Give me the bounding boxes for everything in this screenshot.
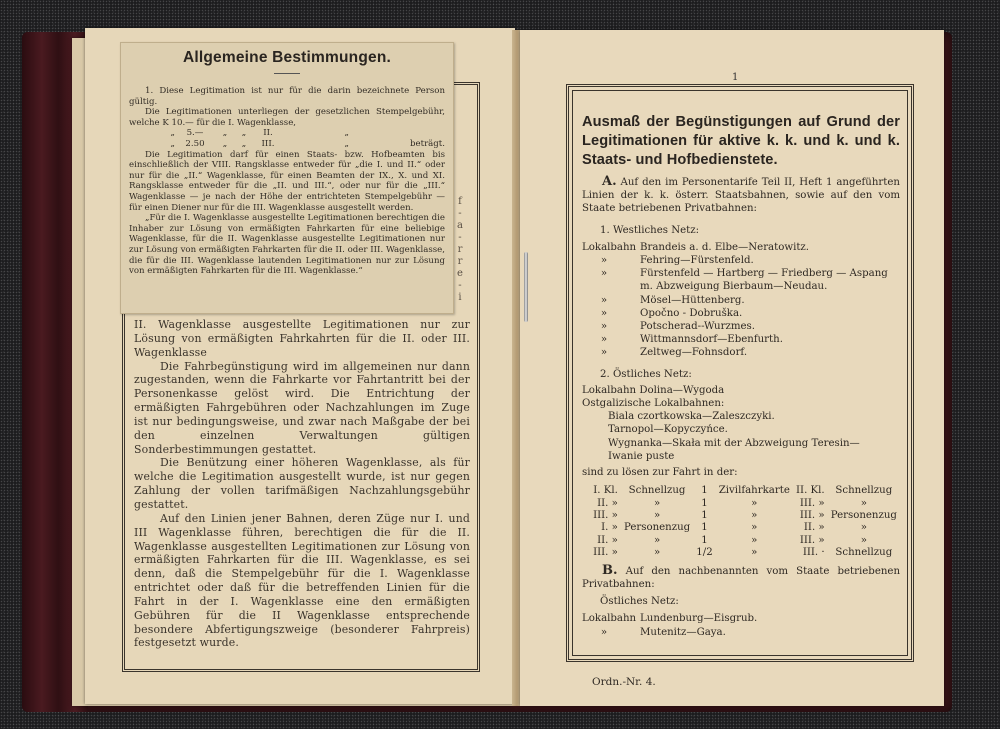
fare-cell: III. »: [593, 510, 618, 522]
fare-cell: »: [860, 534, 867, 546]
fare-cell: »: [653, 510, 661, 522]
ditto-mark: »: [600, 294, 608, 306]
ditto-mark: „: [170, 138, 175, 149]
route-text: Mutenitz—Gaya.: [640, 626, 726, 638]
ditto-mark: „: [241, 128, 247, 139]
left-body-para-4: Auf den Linien jener Bahnen, deren Züge nur I. und III Wagenklasse führen, berechtigen die für die II. Wagenklasse ausgestellten Legitimationen zur Lösung von ermäßigten Fahrkarten für die III. Wagenklasse, es sei denn, daß die Stempelgebühr für die I. Wagenklasse entrichtet oder daß für die betreffenden Linien für die Fahrt in der I. Wagenklasse eine den ermäßigten Gebühren für die II Wagenklasse entsprechende besondere Abfertigungszweige (besonderer Fahrpreis) festgesetzt wurde.: [134, 511, 470, 650]
route-lead: Lokalbahn: [582, 613, 637, 625]
fare-cell: Zivilfahrkarte: [718, 485, 790, 497]
east-line-1: Lokalbahn Dolina—Wygoda: [582, 384, 725, 396]
fare-cell: III. »: [799, 497, 825, 509]
route-text: Fürstenfeld — Hartberg — Friedberg — Aspang m. Abzweigung Bierbaum—Neudau.: [640, 268, 888, 293]
ditto-mark: »: [600, 321, 608, 333]
fare-cell: II. »: [597, 497, 618, 509]
slip-para-3: Die Legitimation darf für einen Staats- bzw. Hofbeamten bis einschließlich der VIII. Rangsklasse entweder für „die I. und II.“ oder nur für die „II.“ Wagenklasse, für einen Beamten der IX., X. und XI. Rangsklasse entweder für die „II. und III.“, oder nur für die „III.“ Wagenklasse — je nach der Höhe der entrichteten Stempelgebühr — für einen Diener nur für die III. Wagenklasse ausgestellt werden.: [129, 149, 445, 213]
fee-amount: 2.50: [185, 138, 205, 149]
east-sub-item: Biala czortkowska—Zaleszczyki.: [608, 411, 775, 423]
fee-tail: [349, 128, 445, 139]
pasted-slip: [120, 42, 454, 314]
fare-cell: III. »: [799, 534, 825, 546]
fee-tail: beträgt.: [410, 138, 445, 149]
section-a: [582, 175, 900, 216]
route-text: Wittmannsdorf—Ebenfurth.: [640, 334, 783, 346]
ditto-mark: „: [241, 138, 247, 149]
ditto-mark: „: [170, 128, 175, 139]
section-b-text: Auf den nachbenannten vom Staate betriebenen Privatbahnen:: [582, 565, 901, 590]
slip-title: Allgemeine Bestimmungen.: [182, 49, 392, 66]
ditto-mark: »: [600, 626, 608, 638]
fare-cell: III. »: [799, 510, 825, 522]
fare-cell: »: [751, 522, 758, 534]
fare-row: [590, 535, 900, 547]
route-item: [582, 307, 900, 320]
ditto-mark: »: [600, 268, 608, 280]
fare-cell: 1: [701, 510, 708, 522]
route-item: [582, 241, 900, 254]
route-text: Brandeis a. d. Elbe—Neratowitz.: [640, 241, 810, 253]
order-number: Ordn.-Nr. 4.: [592, 676, 656, 688]
slip-para-2: Die Legitimationen unterliegen der gesetzlichen Stempelgebühr, welche K 10.— für die I. Wagenklasse,: [129, 107, 445, 128]
fare-cell: »: [653, 497, 661, 509]
route-item: [582, 626, 900, 639]
ditto-mark: „: [344, 128, 349, 139]
fare-cell: 1: [701, 497, 708, 509]
ditto-mark: „: [222, 128, 228, 139]
route-text: Lundenburg—Eisgrub.: [640, 613, 758, 625]
margin-char: e: [457, 268, 463, 279]
fee-class: II.: [263, 128, 273, 139]
fee-class: III.: [261, 138, 275, 149]
left-body-para-3: Die Benützung einer höheren Wagenklasse, als für welche die Legitimation ausgestellt wurde, ist nur gegen Zahlung der vollen tarifmäßigen Nachzahlungsgebühr gestattet.: [134, 456, 470, 511]
route-item: [582, 333, 900, 346]
east-sub-item: Tarnopol—Kopyczyńce.: [608, 424, 728, 436]
fare-row: [590, 485, 900, 497]
west-heading: 1. Westliches Netz:: [600, 224, 700, 236]
fare-cell: 1/2: [696, 547, 713, 559]
right-page-body: [582, 175, 900, 639]
route-item: [582, 346, 900, 359]
margin-char: r: [457, 244, 463, 255]
fee-row: [129, 139, 445, 150]
route-item: [582, 267, 900, 293]
fare-cell: Schnellzug: [835, 485, 893, 497]
fare-cell: »: [653, 534, 661, 546]
section-a-text: Auf den im Personentarife Teil II, Heft 1 angeführten Linien der k. k. österr. Staatsbahnen, sowie auf den vom Staate betriebenen Privatbahnen:: [582, 177, 900, 215]
route-lead: Lokalbahn: [582, 241, 637, 253]
fare-cell: I. Kl.: [593, 485, 618, 497]
ditto-mark: »: [600, 255, 608, 267]
margin-char: r: [457, 256, 463, 267]
east-heading: 2. Östliches Netz:: [600, 368, 692, 380]
page-number: 1: [732, 72, 739, 83]
route-text: Zeltweg—Fohnsdorf.: [640, 347, 748, 359]
staple: [524, 252, 528, 322]
fare-cell: 1: [701, 522, 708, 534]
route-item: [582, 254, 900, 267]
fare-cell: Schnellzug: [835, 547, 893, 559]
fee-row: [129, 128, 445, 139]
fare-row: [590, 510, 900, 522]
slip-para-4: „Für die I. Wagenklasse ausgestellte Legitimationen berechtigen die Inhaber zur Lösung von ermäßigten Fahrkarten für eine beliebige Wagenklasse, für die II. Wagenklasse ausgestellte Legitimationen nur zur Lösung von ermäßigten Fahrkarten für die II. oder III. Wagenklasse, die für die III. Wagenklasse lautenden Legitimationen nur zur Lösung von ermäßigten Fahrkarten für die III. Wagenklasse.“: [129, 213, 445, 277]
margin-char: f: [458, 196, 462, 207]
fare-cell: III. ·: [802, 547, 825, 559]
fare-cell: »: [653, 547, 661, 559]
fare-row: [590, 547, 900, 559]
b-heading: Östliches Netz:: [600, 596, 679, 608]
fare-cell: »: [751, 534, 758, 546]
east-line-2: Ostgalizische Lokalbahnen:: [582, 398, 725, 410]
fare-intro: sind zu lösen zur Fahrt in der:: [582, 467, 738, 479]
route-item: [582, 320, 900, 333]
title-rule: [274, 73, 300, 74]
left-body-para-1: II. Wagenklasse ausgestellte Legitimationen nur zur Lösung von ermäßigten Fahrkahrten für die II. oder III. Wagenklasse: [134, 318, 470, 359]
left-page-body: [134, 318, 470, 650]
fare-row: [590, 522, 900, 534]
ditto-mark: »: [600, 347, 608, 359]
fare-table: [590, 485, 900, 559]
section-a-letter: A.: [602, 174, 617, 189]
section-b: [582, 564, 900, 591]
fare-cell: »: [860, 522, 867, 534]
fare-cell: 1: [701, 534, 708, 546]
slip-para-1: 1. Diese Legitimation ist nur für die darin bezeichnete Person gültig.: [129, 86, 445, 107]
fare-cell: 1: [701, 485, 708, 497]
fare-cell: I. »: [601, 522, 618, 534]
fare-cell: »: [751, 510, 758, 522]
fare-cell: III. »: [593, 547, 618, 559]
margin-letters: f - a - r r e - i: [455, 196, 465, 304]
fare-cell: Personenzug: [623, 522, 691, 534]
route-text: Opočno - Dobruška.: [640, 307, 743, 319]
route-item: [582, 294, 900, 307]
ditto-mark: »: [600, 334, 608, 346]
section-b-letter: B.: [602, 562, 618, 578]
ditto-mark: „: [222, 138, 228, 149]
route-text: Mösel—Hüttenberg.: [640, 294, 745, 306]
left-body-para-2: Die Fahrbegünstigung wird im allgemeinen nur dann zugestanden, wenn die Fahrkarte vor Fahrtantritt bei der Personenkasse gelöst wird. Die Entrichtung der ermäßigten Fahrgebühren oder Nachzahlungen im Zuge ist nur bedingungsweise, und zwar nach Maßgabe der bei den einzelnen Verwaltungen gültigen Sonderbestimmungen gestattet.: [134, 359, 470, 456]
fare-cell: Schnellzug: [628, 485, 686, 497]
fare-cell: »: [751, 547, 758, 559]
fare-cell: »: [751, 497, 758, 509]
ditto-mark: „: [344, 138, 349, 149]
route-text: Fehring—Fürstenfeld.: [640, 255, 754, 267]
fare-cell: II. Kl.: [796, 485, 825, 497]
east-sub-item: Wygnanka—Skała mit der Abzweigung Teresin—Iwanie puste: [608, 437, 860, 462]
margin-char: a: [457, 220, 463, 231]
route-item: [582, 612, 900, 625]
ditto-mark: »: [600, 307, 608, 319]
fare-row: [590, 498, 900, 510]
fare-cell: II. »: [597, 534, 618, 546]
fare-cell: Personenzug: [830, 510, 897, 522]
fare-cell: II. »: [803, 522, 825, 534]
route-text: Potscherad--Wurzmes.: [640, 321, 755, 333]
margin-char: i: [458, 292, 462, 303]
fee-amount: 5.—: [186, 128, 204, 139]
fare-cell: »: [860, 497, 867, 509]
right-page-title: Ausmaß der Begünstigungen auf Grund der Legitimationen für aktive k. k. und k. und k. Staats- und Hofbedienstete.: [582, 114, 900, 168]
